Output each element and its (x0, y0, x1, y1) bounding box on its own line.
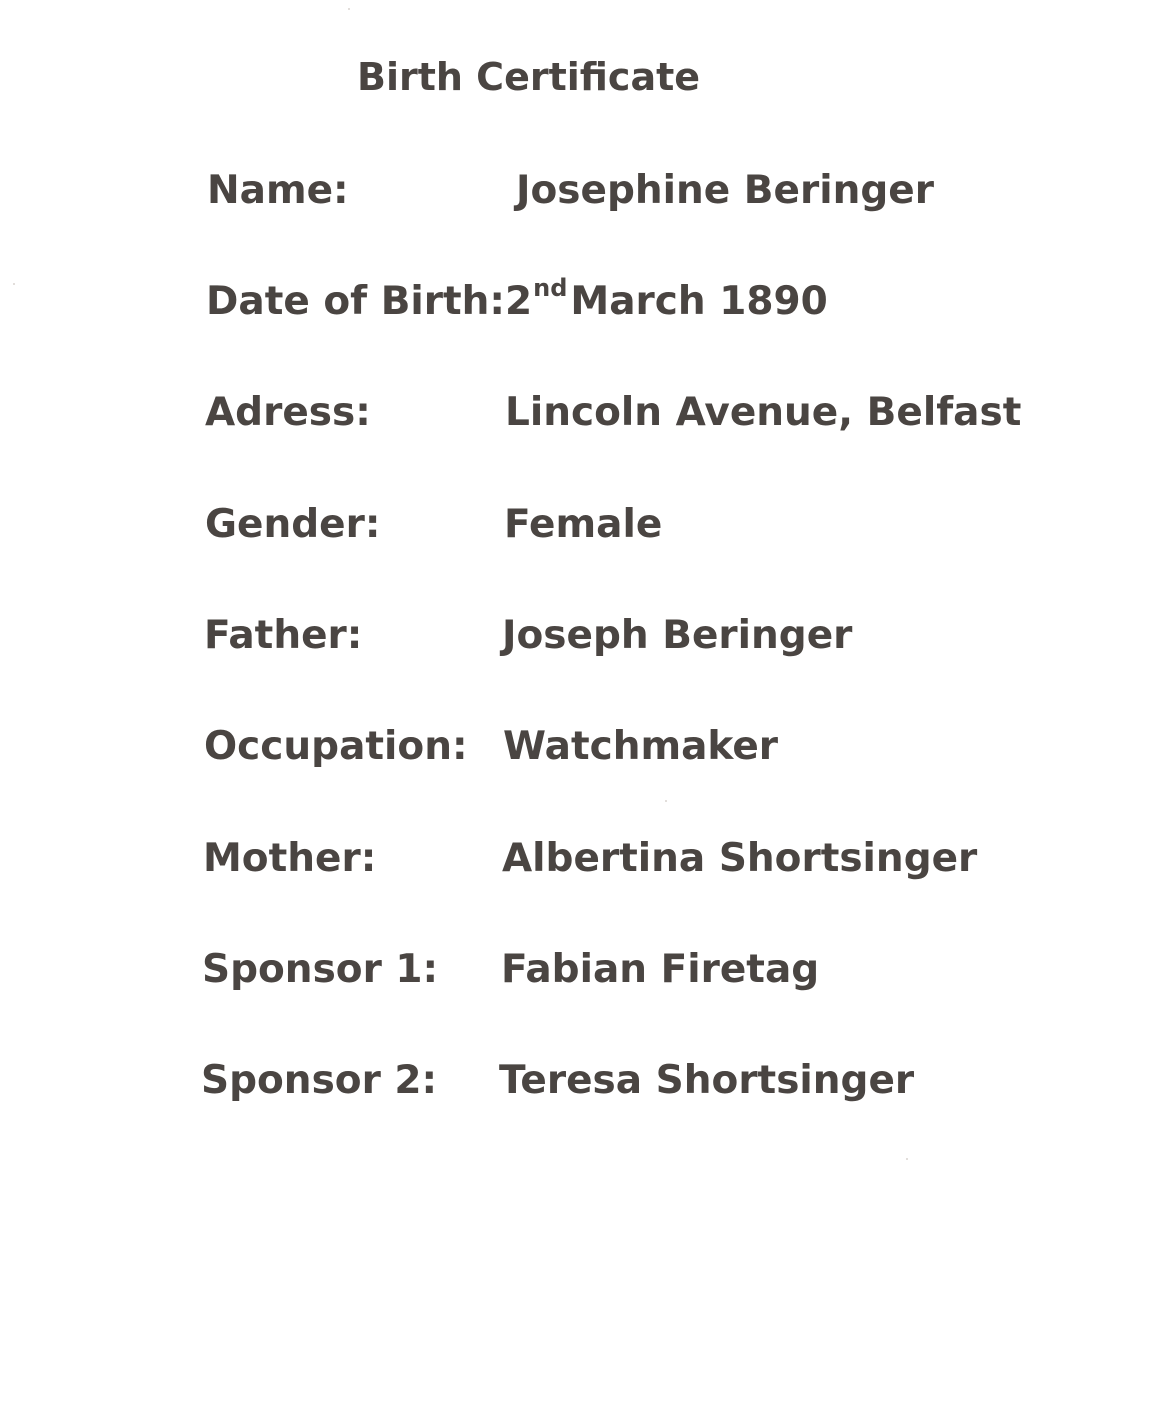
birth-day-suffix: nd (533, 274, 568, 302)
field-value-address: Lincoln Avenue, Belfast (505, 390, 1022, 435)
birth-day: 2 (505, 279, 533, 324)
field-value-father: Joseph Beringer (502, 613, 853, 658)
scan-speck (13, 283, 15, 285)
scan-speck (348, 8, 350, 10)
field-value-date-of-birth (505, 274, 828, 324)
field-value-sponsor-2: Teresa Shortsinger (499, 1058, 915, 1103)
field-label-occupation: Occupation: (204, 724, 468, 769)
field-label-date-of-birth: Date of Birth: (206, 279, 506, 324)
field-value-sponsor-1: Fabian Firetag (501, 947, 820, 992)
birth-month-year: March 1890 (570, 279, 828, 324)
field-label-gender: Gender: (205, 502, 381, 547)
field-value-gender: Female (504, 502, 663, 547)
field-label-sponsor-1: Sponsor 1: (202, 947, 439, 992)
field-label-address: Adress: (205, 390, 371, 435)
field-value-occupation: Watchmaker (503, 724, 778, 769)
document-title: Birth Certificate (357, 55, 701, 99)
field-value-name: Josephine Beringer (516, 168, 934, 213)
field-label-father: Father: (204, 613, 363, 658)
field-label-mother: Mother: (203, 836, 377, 881)
field-label-sponsor-2: Sponsor 2: (201, 1058, 438, 1103)
scan-speck (665, 800, 667, 802)
field-value-mother: Albertina Shortsinger (502, 836, 978, 881)
scan-speck (906, 1158, 908, 1160)
field-label-name: Name: (207, 168, 349, 213)
